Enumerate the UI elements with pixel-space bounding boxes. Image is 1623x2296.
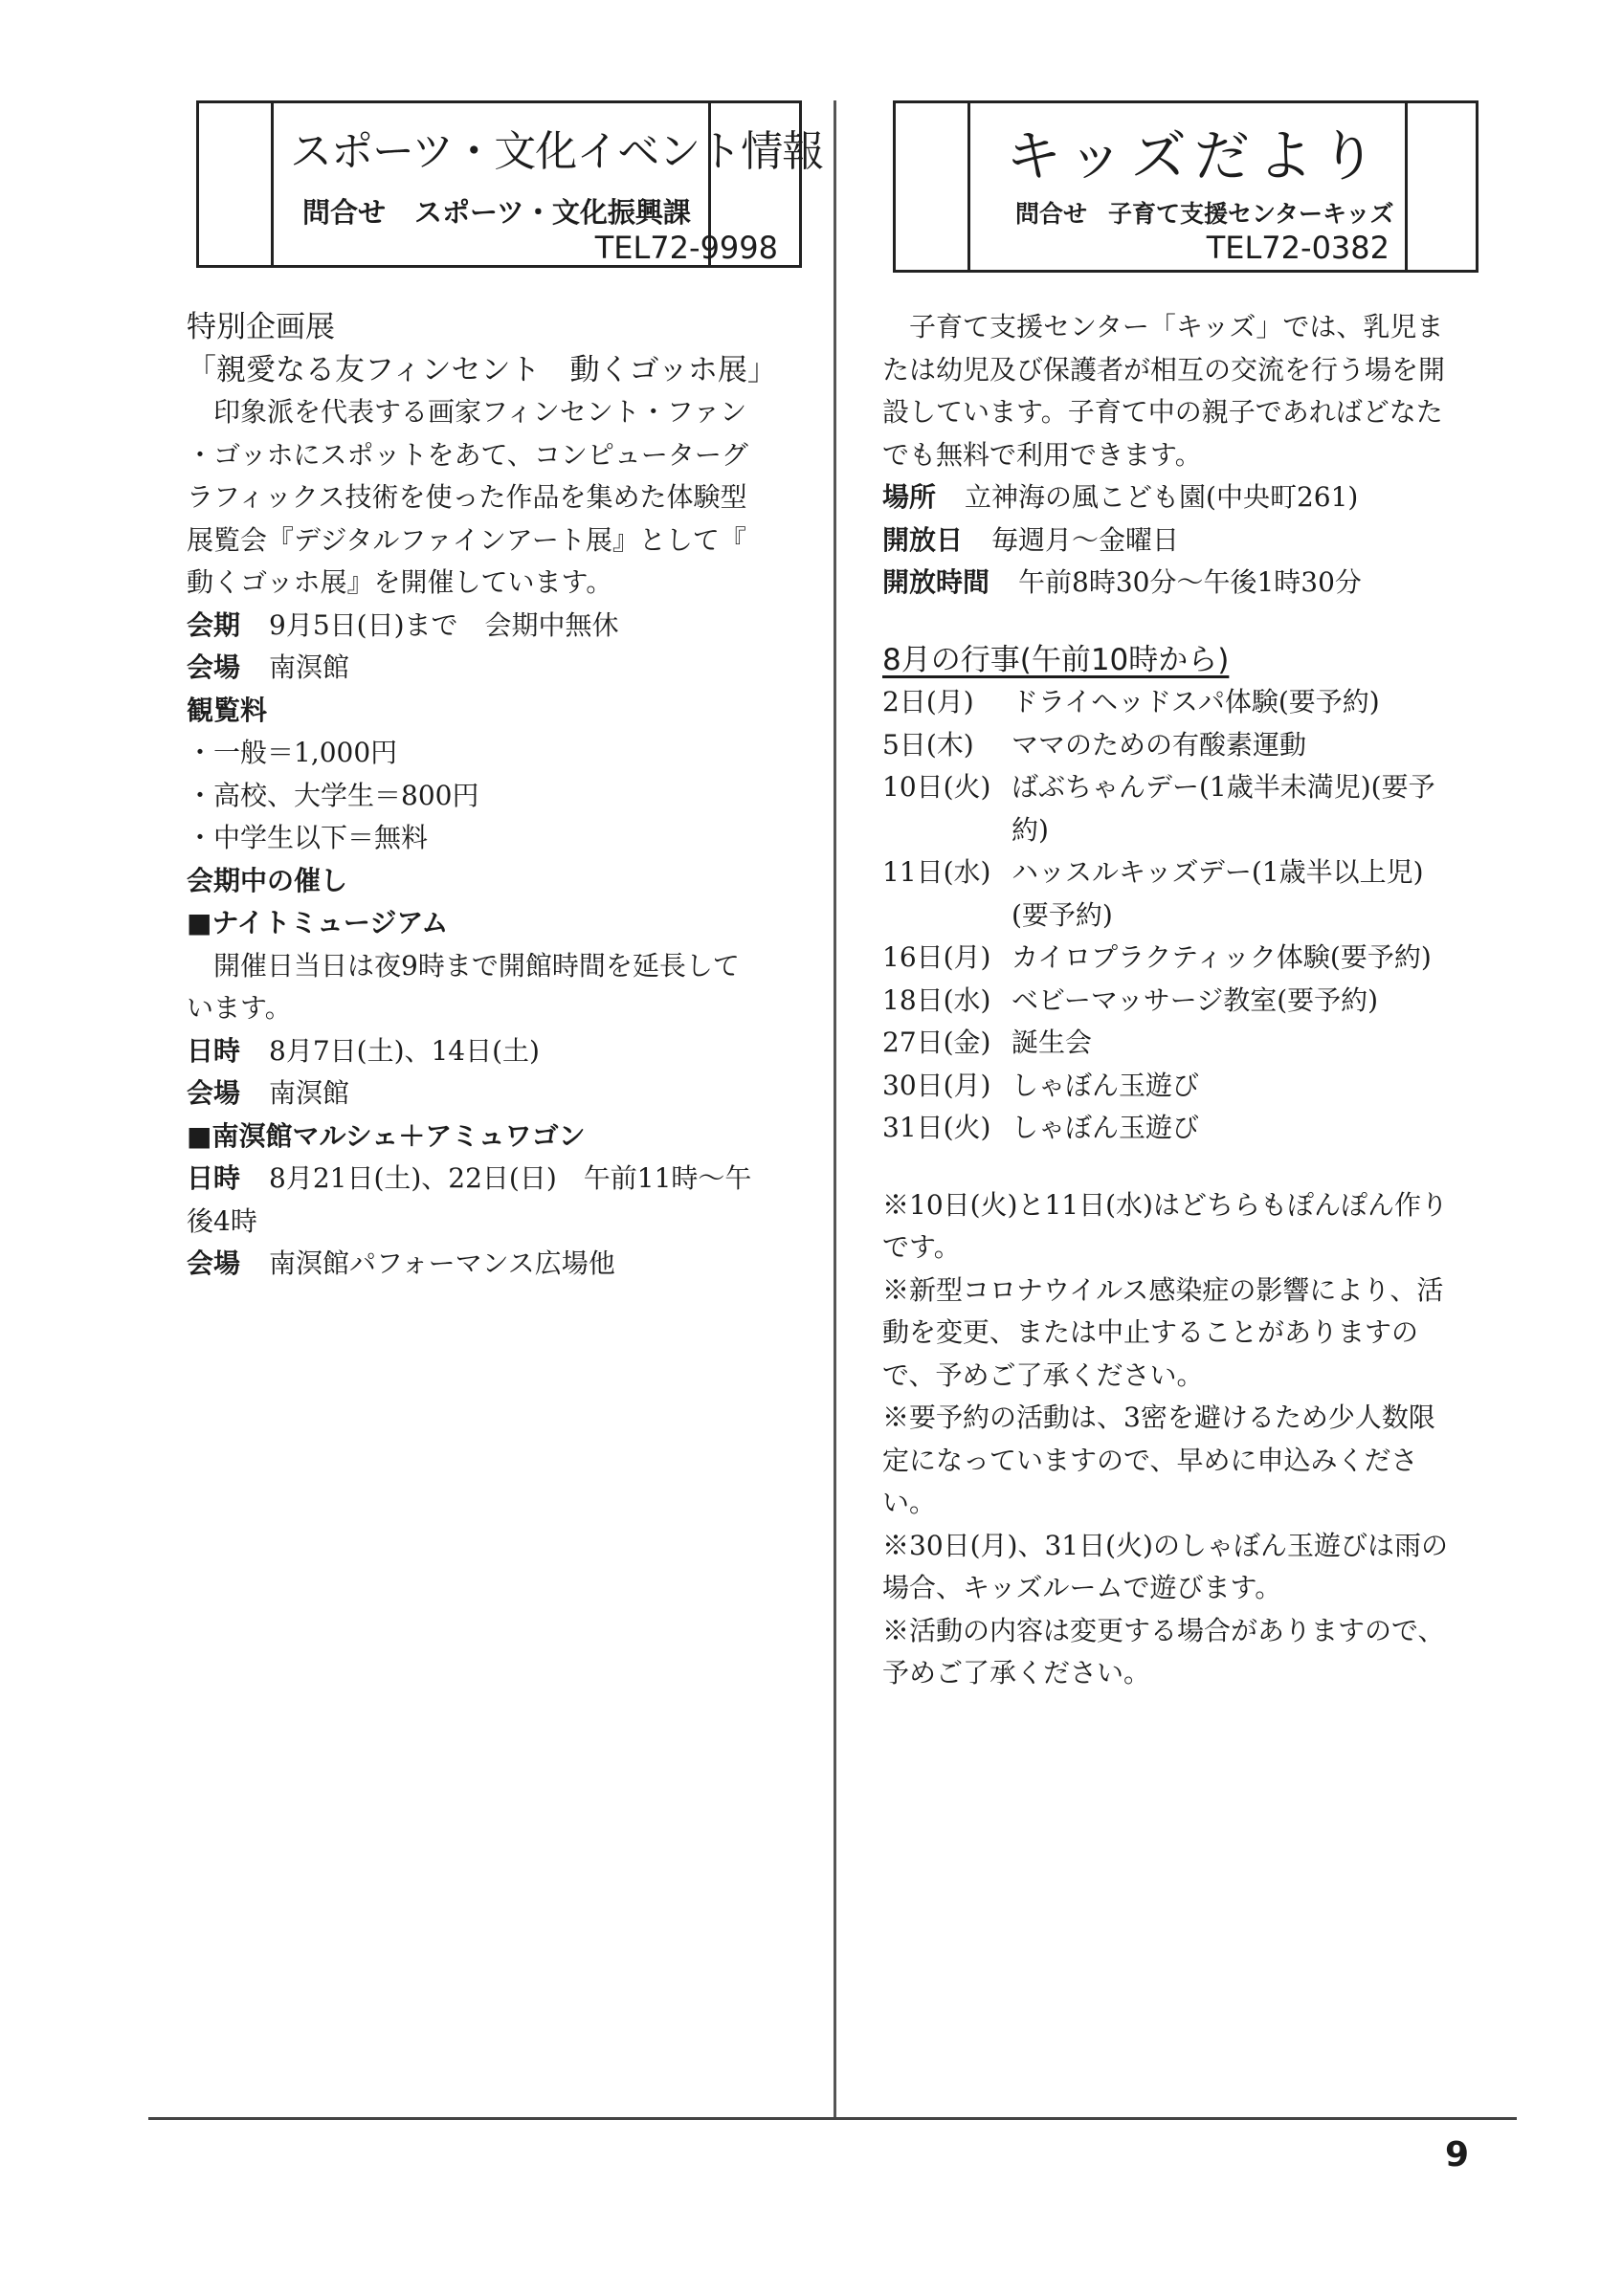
event-text: しゃぼん玉遊び (1012, 1112, 1200, 1143)
footer-rule (148, 2117, 1517, 2120)
sports-culture-header (196, 100, 824, 268)
event-text: (要予約) (1012, 898, 1113, 931)
event-date: 16日(月) (882, 941, 991, 973)
intro-line: ラフィックス技術を使った作品を集めた体験型 (187, 481, 747, 513)
note-line: い。 (882, 1487, 937, 1518)
event-date: 30日(月) (882, 1069, 991, 1101)
event-text: ドライヘッドスパ体験(要予約) (1012, 686, 1380, 718)
event-date: 10日(火) (882, 771, 991, 803)
event-text: カイロプラクティック体験(要予約) (1012, 941, 1432, 973)
night-desc-line: います。 (187, 992, 292, 1024)
open-time-label: 開放時間 (882, 566, 990, 598)
place-row (882, 476, 1485, 519)
marche-date-row (187, 1158, 799, 1201)
fee-label: 観覧料 (187, 694, 268, 726)
place-value: 立神海の風こども園(中央町261) (965, 481, 1359, 513)
header-contact (302, 191, 691, 231)
event-text: ハッスルキッズデー(1歳半以上児) (1012, 856, 1424, 888)
intro-line: でも無料で利用できます。 (882, 438, 1202, 471)
venue-label: 会場 (187, 1247, 241, 1279)
note-item (882, 1269, 1485, 1398)
kids-intro (882, 306, 1485, 476)
event-date: 2日(月) (882, 686, 974, 718)
venue-value: 南溟館 (269, 1077, 350, 1109)
page-number: 9 (1445, 2135, 1470, 2175)
note-item (882, 1525, 1485, 1610)
place-label: 場所 (882, 481, 937, 513)
note-line: ※要予約の活動は、3密を避けるため少人数限 (882, 1402, 1435, 1433)
note-line: です。 (882, 1231, 961, 1263)
event-row (882, 937, 1485, 980)
event-row (882, 681, 1485, 724)
open-day-label: 開放日 (882, 523, 964, 556)
exhibition-kicker: 特別企画展 (187, 310, 335, 344)
venue-label: 会場 (187, 1077, 241, 1109)
period-row (187, 605, 799, 648)
notes (882, 1184, 1485, 1695)
sports-culture-column (187, 306, 799, 1286)
event-row (882, 980, 1485, 1023)
intro-line: 展覧会『デジタルファインアート展』として『 (187, 523, 746, 556)
header-title: スポーツ・文化イベント情報 (290, 127, 824, 176)
intro-line: 印象派を代表する画家フィンセント・ファン (213, 396, 747, 428)
note-item (882, 1184, 1485, 1269)
contact-org: スポーツ・文化振興課 (414, 196, 691, 229)
header-title: キッズだより (1006, 123, 1384, 188)
exhibition-title: 「親愛なる友フィンセント 動くゴッホ展」 (187, 352, 777, 387)
header-tel: TEL72-9998 (594, 230, 778, 266)
event-row (882, 1022, 1485, 1065)
venue-value: 南溟館 (269, 651, 350, 683)
exhibition-intro (187, 391, 799, 605)
events-label: 会期中の催し (187, 864, 348, 896)
event-date: 31日(火) (882, 1112, 991, 1143)
event-list (882, 681, 1485, 1150)
intro-line: 設しています。子育て中の親子であればどなた (882, 396, 1443, 428)
marche-title: ■南溟館マルシェ＋アミュワゴン (187, 1119, 586, 1152)
note-line: 動を変更、または中止することがありますの (882, 1316, 1419, 1348)
note-line: 予めご了承ください。 (882, 1657, 1151, 1689)
event-text: ママのための有酸素運動 (1012, 728, 1307, 761)
night-date-row (187, 1030, 799, 1073)
note-line: ※30日(月)、31日(火)のしゃぼん玉遊びは雨の (882, 1529, 1448, 1561)
night-museum-title: ■ナイトミュージアム (187, 907, 449, 938)
header-tel: TEL72-0382 (1206, 230, 1390, 266)
fee-item: ・一般＝1,000円 (187, 737, 398, 768)
period-label: 会期 (187, 608, 241, 641)
header-contact (1015, 195, 1394, 230)
date-value: 8月7日(土)、14日(土) (269, 1034, 540, 1067)
note-item (882, 1397, 1485, 1525)
event-date: 5日(木) (882, 728, 974, 761)
note-item (882, 1610, 1485, 1695)
open-day-row (882, 519, 1485, 563)
contact-label: 問合せ (302, 196, 387, 229)
kids-header (893, 100, 1478, 273)
event-date: 18日(水) (882, 983, 991, 1016)
note-line: で、予めご了承ください。 (882, 1358, 1204, 1391)
event-text: しゃぼん玉遊び (1012, 1069, 1200, 1101)
intro-line: たは幼児及び保護者が相互の交流を行う場を開 (882, 353, 1446, 386)
open-time-value: 午前8時30分～午後1時30分 (1018, 566, 1362, 598)
events-heading: 8月の行事(午前10時から) (882, 642, 1230, 677)
event-text: ばぶちゃんデー(1歳半未満児)(要予 (1012, 771, 1435, 803)
note-line: ※10日(火)と11日(水)はどちらもぽんぽん作り (882, 1188, 1448, 1221)
intro-line: 動くゴッホ展』を開催しています。 (187, 566, 613, 598)
fee-item: ・中学生以下＝無料 (187, 822, 429, 853)
venue-label: 会場 (187, 651, 241, 683)
night-venue-row (187, 1072, 799, 1115)
event-text: 約) (1012, 813, 1049, 846)
date-value: 8月21日(土)、22日(日) 午前11時～午 (269, 1162, 752, 1194)
night-desc-line: 開催日当日は夜9時まで開館時間を延長して (213, 949, 740, 982)
event-row (882, 724, 1485, 767)
note-line: 定になっていますので、早めに申込みくださ (882, 1444, 1418, 1476)
event-text: 誕生会 (1012, 1027, 1093, 1058)
event-date: 27日(金) (882, 1027, 991, 1058)
note-line: 場合、キッズルームで遊びます。 (882, 1572, 1282, 1603)
event-text: ベビーマッサージ教室(要予約) (1012, 983, 1379, 1016)
date-label: 日時 (187, 1162, 241, 1194)
event-row (882, 851, 1485, 937)
event-date: 11日(水) (882, 856, 991, 888)
fee-item: ・高校、大学生＝800円 (187, 779, 479, 811)
column-divider (834, 100, 836, 2119)
contact-org: 子育て支援センターキッズ (1108, 200, 1394, 228)
marche-venue-row (187, 1243, 799, 1286)
date-label: 日時 (187, 1034, 241, 1067)
note-line: ※新型コロナウイルス感染症の影響により、活 (882, 1273, 1444, 1306)
intro-line: 子育て支援センター「キッズ」では、乳児ま (909, 311, 1444, 342)
event-row (882, 1107, 1485, 1150)
marche-date-cont: 後4時 (187, 1204, 257, 1237)
contact-label: 問合せ (1015, 200, 1088, 228)
period-value: 9月5日(日)まで 会期中無休 (269, 608, 619, 641)
event-row (882, 766, 1485, 851)
event-row (882, 1065, 1485, 1108)
open-time-row (882, 562, 1485, 605)
venue-row (187, 647, 799, 690)
open-day-value: 毎週月～金曜日 (991, 523, 1180, 556)
kids-column (882, 306, 1485, 1695)
note-line: ※活動の内容は変更する場合がありますので、 (882, 1614, 1445, 1646)
venue-value: 南溟館パフォーマンス広場他 (269, 1247, 615, 1279)
intro-line: ・ゴッホにスポットをあて、コンピューターグ (187, 438, 748, 471)
